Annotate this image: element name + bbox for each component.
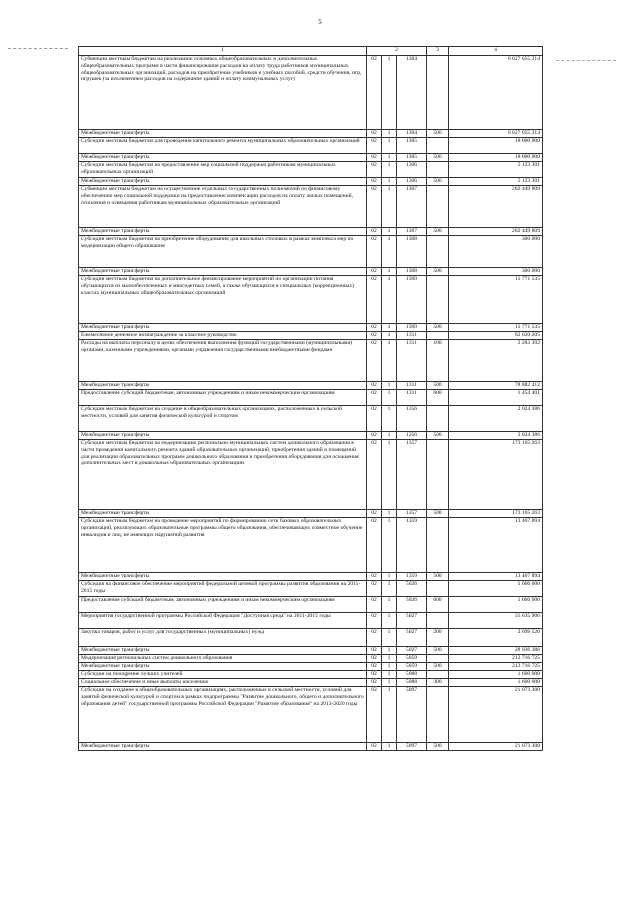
row-subsection-code: 1 [382,162,397,178]
row-item-code: 5027 [397,613,427,629]
row-subsection-code: 1 [382,154,397,162]
row-section-code: 02 [367,162,382,178]
row-expense-type [427,440,449,510]
row-amount: 13 467 894 [449,573,543,581]
row-expense-type [427,186,449,228]
row-subsection-code: 1 [382,390,397,406]
row-subsection-code: 1 [382,613,397,629]
row-amount: 31 635 906 [449,613,543,629]
row-expense-type: 100 [427,340,449,382]
header-col-2: 2 [367,47,427,56]
table-row [79,597,543,613]
row-subsection-code: 1 [382,130,397,138]
row-amount: 1 454 401 [449,390,543,406]
row-expense-type: 500 [427,432,449,440]
row-item-code: 5027 [397,629,427,647]
scan-mark-left [8,48,68,49]
row-amount: 300 000 [449,268,543,276]
table-row [79,332,543,340]
row-item-code: 1305 [397,138,427,154]
table-row [79,510,543,518]
table-row [79,138,543,154]
table-row [79,276,543,324]
row-expense-type: 600 [427,390,449,406]
row-name: Субсидии местным бюджетам на проведение мероприятий по формированию сети базовых образовательных организаций, реализующих образовательные программы общего образования, обеспечивающих совместное обучение инвалидов и лиц, не имеющих нарушений развития [79,518,367,573]
row-subsection-code: 1 [382,228,397,236]
row-amount: 1 600 000 [449,679,543,687]
row-section-code: 02 [367,581,382,597]
row-section-code: 02 [367,647,382,655]
table-row [79,390,543,406]
table-row [79,56,543,130]
row-amount: 78 882 412 [449,382,543,390]
row-expense-type [427,406,449,432]
row-name: Субвенции местным бюджетам на осуществление отдельных государственных полномочий по финансовому обеспечению мер социальной поддержки на предоставление компенсации расходов на оплату жилых помещений, отопления и освещения работникам муниципальных образовательных организаций [79,186,367,228]
table-row [79,518,543,573]
table-row [79,573,543,581]
row-item-code: 5059 [397,663,427,671]
budget-table [78,46,543,751]
row-section-code: 02 [367,276,382,324]
row-section-code: 02 [367,687,382,743]
table-row [79,340,543,382]
row-item-code: 1309 [397,276,427,324]
row-subsection-code: 1 [382,671,397,679]
row-expense-type: 600 [427,597,449,613]
row-section-code: 02 [367,138,382,154]
row-section-code: 02 [367,178,382,186]
row-subsection-code: 1 [382,687,397,743]
row-expense-type [427,613,449,629]
row-expense-type [427,518,449,573]
row-name: Субсидии местным бюджетам на создание в общеобразовательных организациях, расположенных в сельской местности, условий для занятия физической культурой и спортом [79,406,367,432]
row-name: Межбюджетные трансферты [79,432,367,440]
row-name: Предоставление субсидий бюджетным, автономным учреждениям и иным некоммерческим организациям [79,390,367,406]
row-name: Межбюджетные трансферты [79,743,367,751]
row-item-code: 5059 [397,655,427,663]
row-section-code: 02 [367,663,382,671]
row-item-code: 1356 [397,432,427,440]
table-row [79,671,543,679]
row-amount: 18 000 000 [449,138,543,154]
row-subsection-code: 1 [382,655,397,663]
row-expense-type: 500 [427,743,449,751]
row-item-code: 1306 [397,178,427,186]
table-row [79,663,543,671]
row-amount: 300 000 [449,236,543,268]
row-item-code: 1306 [397,162,427,178]
row-name: Межбюджетные трансферты [79,178,367,186]
row-amount: 13 467 894 [449,518,543,573]
row-item-code: 1311 [397,332,427,340]
row-expense-type [427,56,449,130]
row-item-code: 1307 [397,186,427,228]
table-row [79,228,543,236]
row-name: Межбюджетные трансферты [79,382,367,390]
row-section-code: 02 [367,597,382,613]
table-row [79,687,543,743]
row-section-code: 02 [367,743,382,751]
row-section-code: 02 [367,629,382,647]
row-subsection-code: 1 [382,236,397,268]
row-expense-type [427,581,449,597]
row-section-code: 02 [367,613,382,629]
row-name: Закупка товаров, работ и услуг для государственных (муниципальных) нужд [79,629,367,647]
row-expense-type [427,236,449,268]
row-name: Межбюджетные трансферты [79,510,367,518]
table-row [79,186,543,228]
row-amount: 6 627 055 214 [449,56,543,130]
table-row [79,382,543,390]
row-expense-type: 500 [427,130,449,138]
row-subsection-code: 1 [382,597,397,613]
header-col-1: 1 [79,47,367,56]
row-section-code: 02 [367,332,382,340]
row-name: Предоставление субсидий бюджетным, автономным учреждениям и иным некоммерческим организациям [79,597,367,613]
row-section-code: 02 [367,671,382,679]
row-name: Расходы на выплаты персоналу в целях обеспечения выполнения функций государственными (муниципальными) органами, казенными учреждениями, органами управления государственными внебюджетными фондами [79,340,367,382]
row-expense-type: 200 [427,629,449,647]
row-section-code: 02 [367,440,382,510]
page-number: 5 [318,18,322,26]
row-subsection-code: 1 [382,178,397,186]
row-amount: 82 620 205 [449,332,543,340]
row-amount: 213 716 725 [449,655,543,663]
row-section-code: 02 [367,56,382,130]
row-subsection-code: 1 [382,629,397,647]
row-section-code: 02 [367,154,382,162]
row-expense-type: 500 [427,647,449,655]
header-col-3: 3 [427,47,449,56]
row-item-code: 5088 [397,679,427,687]
row-subsection-code: 1 [382,663,397,671]
row-item-code: 1356 [397,406,427,432]
row-name: Межбюджетные трансферты [79,228,367,236]
row-item-code: 1307 [397,228,427,236]
row-subsection-code: 1 [382,332,397,340]
row-amount: 11 771 535 [449,324,543,332]
table-row [79,432,543,440]
row-item-code: 1309 [397,324,427,332]
row-item-code: 1304 [397,130,427,138]
row-section-code: 02 [367,324,382,332]
row-item-code: 5097 [397,687,427,743]
row-amount: 21 073 300 [449,743,543,751]
row-subsection-code: 1 [382,268,397,276]
row-section-code: 02 [367,186,382,228]
row-subsection-code: 1 [382,518,397,573]
row-section-code: 02 [367,679,382,687]
table-body [79,56,543,751]
row-name: Субвенции местным бюджетам на реализацию основных общеобразовательных и дополнительных общеобразовательных программ в части финансирования расходов на оплату труда работников муниципальных общеобразовательных организаций, расходов на приобретение учебников и учебных пособий, средств обучения, игр, игрушек (за исключением расходов на содержание зданий и оплату коммунальных услуг) [79,56,367,130]
row-expense-type: 500 [427,382,449,390]
row-section-code: 02 [367,340,382,382]
row-amount: 1 006 000 [449,597,543,613]
row-expense-type [427,138,449,154]
table-row [79,406,543,432]
row-amount: 282 449 809 [449,186,543,228]
row-name: Субсидии местным бюджетам на предоставление мер социальной поддержки работникам муниципальных образовательных организаций [79,162,367,178]
row-amount: 5 123 301 [449,178,543,186]
row-subsection-code: 1 [382,56,397,130]
row-name: Межбюджетные трансферты [79,647,367,655]
row-name: Субсидии на поощрение лучших учителей [79,671,367,679]
table-row [79,154,543,162]
row-subsection-code: 1 [382,340,397,382]
table-row [79,236,543,268]
row-section-code: 02 [367,130,382,138]
header-col-4: 4 [449,47,543,56]
row-name: Мероприятия государственной программы Российской Федерации "Доступная среда" на 2011-2015 годы [79,613,367,629]
row-amount: 2 024 386 [449,432,543,440]
row-expense-type [427,276,449,324]
table-row [79,679,543,687]
row-name: Межбюджетные трансферты [79,130,367,138]
row-item-code: 5088 [397,671,427,679]
row-expense-type: 500 [427,268,449,276]
row-amount: 18 000 000 [449,154,543,162]
row-amount: 21 073 300 [449,687,543,743]
row-subsection-code: 1 [382,138,397,154]
row-item-code: 1308 [397,268,427,276]
row-amount: 1 600 000 [449,671,543,679]
row-expense-type [427,162,449,178]
row-name: Субсидии на создание в общеобразовательных организациях, расположенных в сельской местности, условий для занятий физической культурой и спортом в рамках подпрограммы "Развитие дошкольного, общего и дополнительного образования детей" государственной программы Российской Федерации "Развитие образования" на 2013-2020 годы [79,687,367,743]
row-subsection-code: 1 [382,573,397,581]
row-item-code: 1308 [397,236,427,268]
row-expense-type: 500 [427,324,449,332]
row-name: Ежемесячное денежное вознаграждение за классное руководство [79,332,367,340]
row-item-code: 1304 [397,56,427,130]
row-item-code: 5097 [397,743,427,751]
table-row [79,178,543,186]
row-item-code: 1311 [397,390,427,406]
row-subsection-code: 1 [382,324,397,332]
row-amount: 282 449 809 [449,228,543,236]
table-row [79,629,543,647]
row-expense-type: 500 [427,663,449,671]
row-amount: 28 936 386 [449,647,543,655]
scan-mark-right [556,60,616,61]
row-item-code: 5026 [397,597,427,613]
row-amount: 173 165 263 [449,510,543,518]
row-section-code: 02 [367,236,382,268]
row-name: Межбюджетные трансферты [79,663,367,671]
row-section-code: 02 [367,573,382,581]
table-row [79,268,543,276]
row-expense-type: 500 [427,510,449,518]
row-subsection-code: 1 [382,432,397,440]
row-expense-type [427,671,449,679]
row-item-code: 1359 [397,573,427,581]
row-name: Межбюджетные трансферты [79,154,367,162]
table-row [79,613,543,629]
row-section-code: 02 [367,518,382,573]
row-section-code: 02 [367,382,382,390]
row-expense-type: 500 [427,573,449,581]
row-item-code: 1359 [397,518,427,573]
row-name: Социальное обеспечение и иные выплаты населению [79,679,367,687]
row-amount: 2 283 392 [449,340,543,382]
table-row [79,647,543,655]
row-name: Межбюджетные трансферты [79,573,367,581]
row-name: Субсидии местным бюджетам на приобретение оборудования для школьных столовых в рамках комплекса мер по модернизации общего образования [79,236,367,268]
row-expense-type: 500 [427,178,449,186]
row-section-code: 02 [367,268,382,276]
row-name: Модернизация региональных систем дошкольного образования [79,655,367,663]
row-item-code: 5026 [397,581,427,597]
row-name: Межбюджетные трансферты [79,324,367,332]
table-row [79,743,543,751]
row-expense-type: 500 [427,228,449,236]
table-row [79,581,543,597]
row-expense-type [427,687,449,743]
table-row [79,655,543,663]
row-name: Межбюджетные трансферты [79,268,367,276]
table-row [79,162,543,178]
row-item-code: 1305 [397,154,427,162]
row-subsection-code: 1 [382,382,397,390]
row-name: Субсидии местным бюджетам для проведения капитального ремонта муниципальных образовательных организаций [79,138,367,154]
row-section-code: 02 [367,228,382,236]
row-expense-type: 500 [427,154,449,162]
row-subsection-code: 1 [382,276,397,324]
row-section-code: 02 [367,406,382,432]
row-amount: 173 165 263 [449,440,543,510]
row-item-code: 1311 [397,382,427,390]
row-subsection-code: 1 [382,581,397,597]
row-subsection-code: 1 [382,406,397,432]
row-subsection-code: 1 [382,679,397,687]
row-amount: 2 024 386 [449,406,543,432]
row-item-code: 1311 [397,340,427,382]
row-name: Субсидии местным бюджетам на модернизацию регионально-муниципальных систем дошкольного образования в части проведения капитального ремонта зданий образовательных организаций, приобретения зданий и помещений для реализации образовательных программ дошкольного образования и приобретения оборудования для оснащения дополнительных мест в дошкольных образовательных организациях [79,440,367,510]
table-row [79,130,543,138]
row-subsection-code: 1 [382,440,397,510]
row-amount: 5 123 301 [449,162,543,178]
row-expense-type [427,332,449,340]
row-section-code: 02 [367,510,382,518]
row-section-code: 02 [367,432,382,440]
row-subsection-code: 1 [382,647,397,655]
row-name: Субсидии местным бюджетам на дополнительное финансирование мероприятий по организации питания обучающихся из малообеспеченных и многодетных семей, а также обучающихся в специальных (коррекционных) классах муниципальных общеобразовательных организаций [79,276,367,324]
row-section-code: 02 [367,390,382,406]
row-amount: 6 627 055 214 [449,130,543,138]
row-amount: 2 699 520 [449,629,543,647]
row-subsection-code: 1 [382,186,397,228]
row-expense-type [427,655,449,663]
row-amount: 11 771 535 [449,276,543,324]
row-item-code: 1357 [397,440,427,510]
table-row [79,440,543,510]
table-header-row [79,47,543,56]
table-row [79,324,543,332]
row-subsection-code: 1 [382,743,397,751]
row-item-code: 1357 [397,510,427,518]
row-subsection-code: 1 [382,510,397,518]
row-section-code: 02 [367,655,382,663]
row-expense-type: 300 [427,679,449,687]
row-item-code: 5027 [397,647,427,655]
row-amount: 213 716 725 [449,663,543,671]
row-name: Субсидия на финансовое обеспечение мероприятий федеральной целевой программы развития образования на 2011-2015 годы [79,581,367,597]
row-amount: 1 006 000 [449,581,543,597]
